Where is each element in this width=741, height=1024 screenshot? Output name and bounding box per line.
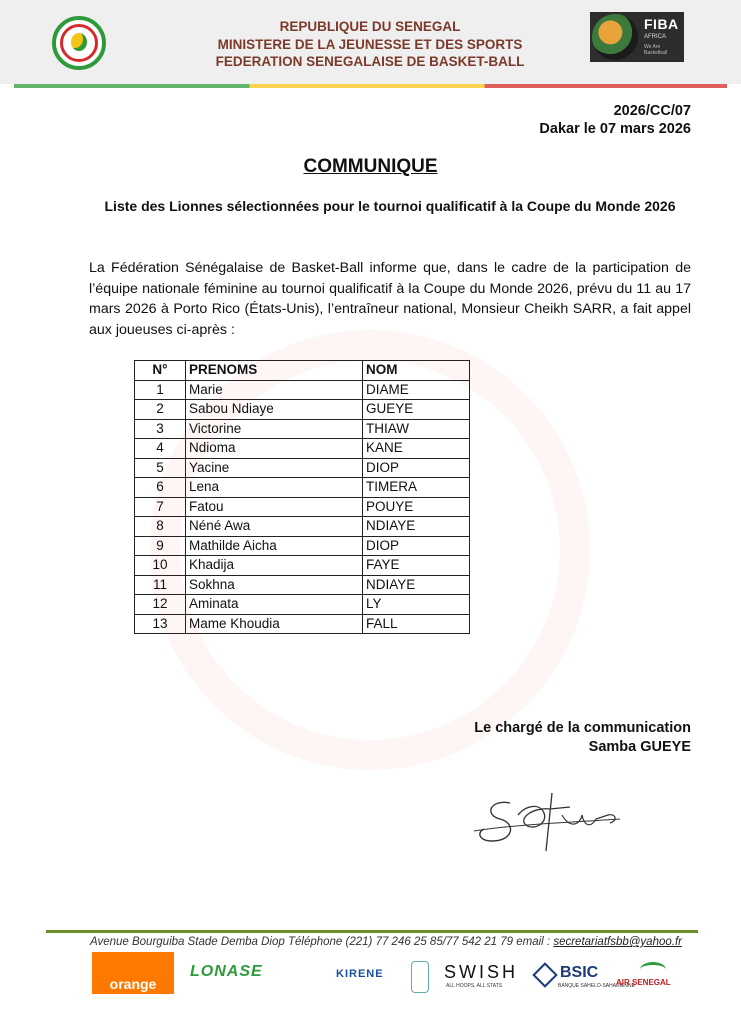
table-row (135, 536, 470, 556)
table-row (135, 439, 470, 459)
row-prenom: Khadija (186, 556, 363, 576)
footer-address (90, 936, 690, 948)
fiba-word: FIBA (644, 16, 679, 32)
row-prenom: Aminata (186, 595, 363, 615)
row-number: 4 (135, 439, 186, 459)
row-nom: TIMERA (363, 478, 470, 498)
letterhead-line-1: REPUBLIQUE DU SENEGAL (279, 19, 461, 34)
bsic-tagline: BANQUE SAHELO-SAHARIENNE (558, 983, 635, 989)
row-prenom: Sokhna (186, 575, 363, 595)
address-text: Avenue Bourguiba Stade Demba Diop Téléphone (221) 77 246 25 85/77 542 21 79 email : (90, 936, 554, 948)
reference-block (539, 102, 691, 138)
fiba-tagline: We Are Basketball (644, 44, 668, 56)
row-prenom: Mame Khoudia (186, 614, 363, 634)
row-prenom: Lena (186, 478, 363, 498)
row-number: 5 (135, 458, 186, 478)
letterhead (0, 0, 741, 84)
row-number: 9 (135, 536, 186, 556)
row-number: 2 (135, 400, 186, 420)
table-row (135, 419, 470, 439)
kirene-logo: KIRENE (336, 968, 384, 980)
fiba-logo (590, 12, 684, 62)
signatory-role: Le chargé de la communication (474, 720, 691, 736)
row-nom: POUYE (363, 497, 470, 517)
row-number: 3 (135, 419, 186, 439)
basketball-icon (592, 14, 638, 60)
header-divider (14, 84, 727, 88)
row-nom: FAYE (363, 556, 470, 576)
row-number: 8 (135, 517, 186, 537)
row-number: 7 (135, 497, 186, 517)
row-number: 10 (135, 556, 186, 576)
swish-tagline: ALL HOOPS, ALL STATS (446, 983, 503, 989)
row-number: 1 (135, 380, 186, 400)
table-row (135, 595, 470, 615)
column-header-prenoms: PRENOMS (186, 361, 363, 381)
row-nom: THIAW (363, 419, 470, 439)
reference-number: 2026/CC/07 (613, 103, 691, 119)
table-row (135, 458, 470, 478)
air-senegal-logo: AIR SENEGAL (616, 978, 671, 987)
row-number: 12 (135, 595, 186, 615)
letterhead-line-3: FEDERATION SENEGALAISE DE BASKET-BALL (215, 54, 525, 69)
row-prenom: Mathilde Aicha (186, 536, 363, 556)
row-nom: DIOP (363, 458, 470, 478)
row-nom: DIOP (363, 536, 470, 556)
letterhead-text (200, 18, 540, 71)
row-nom: GUEYE (363, 400, 470, 420)
row-prenom: Victorine (186, 419, 363, 439)
swish-logo: SWISH (444, 962, 519, 982)
table-row (135, 380, 470, 400)
row-prenom: Néné Awa (186, 517, 363, 537)
players-table (134, 360, 470, 634)
lonase-logo: LONASE (190, 963, 263, 980)
table-row (135, 614, 470, 634)
bsic-logo: BSIC (560, 964, 599, 981)
row-number: 6 (135, 478, 186, 498)
air-senegal-wing-icon (640, 962, 666, 977)
handwritten-signature (470, 785, 630, 860)
table-row (135, 556, 470, 576)
column-header-nom: NOM (363, 361, 470, 381)
document-title: COMMUNIQUE (303, 156, 438, 177)
row-prenom: Fatou (186, 497, 363, 517)
footer-divider (46, 930, 698, 933)
table-header-row (135, 361, 470, 381)
row-prenom: Ndioma (186, 439, 363, 459)
date-line: Dakar le 07 mars 2026 (539, 121, 691, 137)
row-prenom: Marie (186, 380, 363, 400)
row-nom: FALL (363, 614, 470, 634)
table-row (135, 400, 470, 420)
row-prenom: Sabou Ndiaye (186, 400, 363, 420)
fiba-region: AFRICA (644, 34, 667, 40)
signatory-block (474, 719, 691, 757)
table-row (135, 575, 470, 595)
federation-seal-icon (52, 16, 106, 70)
water-bottle-icon (411, 961, 429, 993)
row-nom: NDIAYE (363, 517, 470, 537)
email-link[interactable]: secretariatfsbb@yahoo.fr (553, 936, 682, 948)
row-number: 13 (135, 614, 186, 634)
table-row (135, 517, 470, 537)
bsic-diamond-icon (532, 962, 557, 987)
orange-logo: orange (92, 952, 174, 994)
column-header-number: N° (135, 361, 186, 381)
document-subtitle: Liste des Lionnes sélectionnées pour le tournoi qualificatif à la Coupe du Monde 2026 (104, 198, 676, 214)
row-nom: LY (363, 595, 470, 615)
row-nom: DIAME (363, 380, 470, 400)
row-number: 11 (135, 575, 186, 595)
signatory-name: Samba GUEYE (588, 739, 691, 755)
row-nom: NDIAYE (363, 575, 470, 595)
table-row (135, 478, 470, 498)
row-nom: KANE (363, 439, 470, 459)
letterhead-line-2: MINISTERE DE LA JEUNESSE ET DES SPORTS (217, 36, 523, 52)
intro-paragraph: La Fédération Sénégalaise de Basket-Ball informe que, dans le cadre de la participation de l’équipe nationale féminine au tournoi qualificatif à la Coupe du Monde 2026, prévu du 11 au 17 mars 2026 à Porto Rico (États-Unis), l’entraîneur national, Monsieur Cheikh SARR, a fait appel aux joueuses ci-après : (89, 260, 691, 338)
row-prenom: Yacine (186, 458, 363, 478)
table-row (135, 497, 470, 517)
